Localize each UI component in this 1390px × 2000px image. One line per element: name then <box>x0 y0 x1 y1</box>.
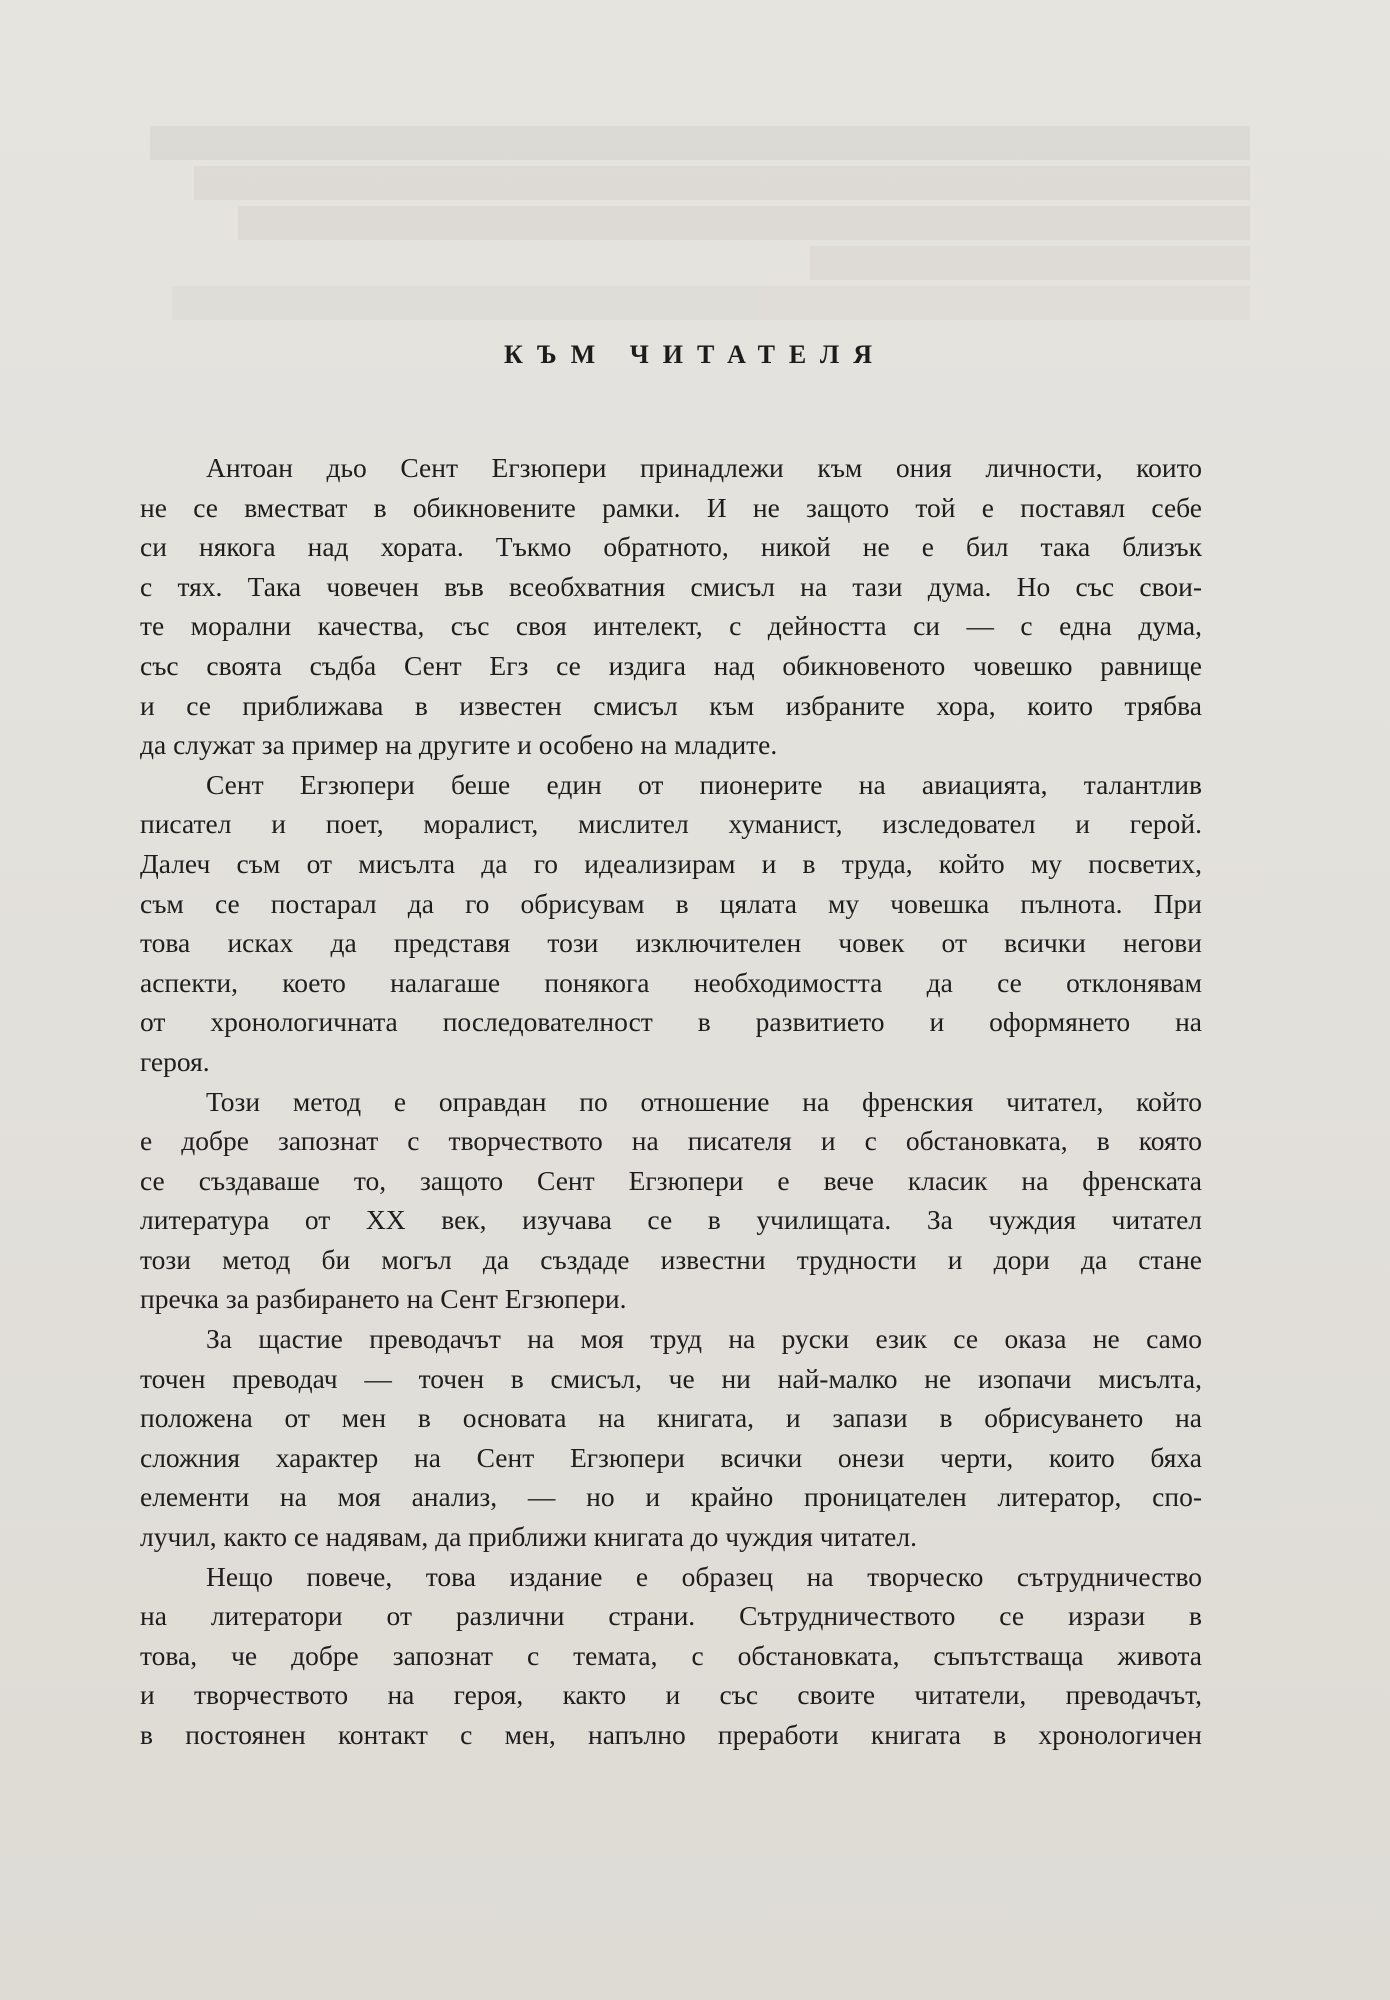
text-line: сложния характер на Сент Егзюпери всички онези черти, които бяха <box>140 1441 1202 1473</box>
text-line: с тях. Така човечен във всеобхватния смисъл на тази дума. Но със свои- <box>140 570 1202 602</box>
paragraph <box>140 1319 1202 1557</box>
text-line: е добре запознат с творчеството на писателя и с обстановката, в която <box>140 1125 1202 1157</box>
show-through-text <box>150 120 1250 326</box>
text-line: от хронологичната последователност в развитието и оформянето на <box>140 1006 1202 1038</box>
text-line: се създаваше то, защото Сент Егзюпери е вече класик на френската <box>140 1164 1202 1196</box>
text-line: със своята съдба Сент Егз се издига над обикновеното човешко равнище <box>140 649 1202 681</box>
text-line: аспекти, което налагаше понякога необходимостта да се отклонявам <box>140 966 1202 998</box>
text-line: на литератори от различни страни. Сътрудничеството се изрази в <box>140 1600 1202 1632</box>
page-title: КЪМ ЧИТАТЕЛЯ <box>503 340 887 369</box>
text-line: героя. <box>140 1045 210 1077</box>
text-line: пречка за разбирането на Сент Егзюпери. <box>140 1283 627 1315</box>
text-line: Антоан дьо Сент Егзюпери принадлежи към ония личности, които <box>206 452 1202 483</box>
text-line: и се приближава в известен смисъл към избраните хора, които трябва <box>140 689 1202 721</box>
text-line: Далеч съм от мисълта да го идеализирам и в труда, който му посветих, <box>140 847 1202 879</box>
text-line: в постоянен контакт с мен, напълно преработи книгата в хронологичен <box>140 1719 1202 1750</box>
text-line: литература от XX век, изучава се в училищата. За чуждия читател <box>140 1204 1202 1236</box>
text-line: и творчеството на героя, както и със своите читатели, преводачът, <box>140 1679 1202 1711</box>
text-line: лучил, както се надявам, да приближи книгата до чуждия читател. <box>140 1521 917 1553</box>
text-line: си някога над хората. Тъкмо обратното, никой не е бил така близък <box>140 531 1202 563</box>
paragraph <box>140 1557 1202 1755</box>
text-line: не се вместват в обикновените рамки. И не защото той е поставял себе <box>140 491 1202 523</box>
text-line: За щастие преводачът на моя труд на руски език се оказа не само <box>206 1323 1202 1355</box>
text-line: Сент Егзюпери беше един от пионерите на авиацията, талантлив <box>206 768 1202 800</box>
text-line: съм се постарал да го обрисувам в цялата му човешка пълнота. При <box>140 887 1202 919</box>
text-line: Нещо повече, това издание е образец на творческо сътрудничество <box>206 1560 1202 1592</box>
text-line: те морални качества, със своя интелект, с дейността си — с една дума, <box>140 610 1202 642</box>
text-line: елементи на моя анализ, — но и крайно проницателен литератор, спо- <box>140 1481 1202 1513</box>
text-line: това, че добре запознат с темата, с обстановката, съпътстваща живота <box>140 1639 1202 1671</box>
text-line: писател и поет, моралист, мислител хуманист, изследовател и герой. <box>140 808 1202 840</box>
paragraph <box>140 765 1202 1082</box>
text-line: това исках да представя този изключителен човек от всички негови <box>140 927 1202 959</box>
text-line: този метод би могъл да създаде известни трудности и дори да стане <box>140 1243 1202 1275</box>
text-line: точен преводач — точен в смисъл, че ни най-малко не изопачи мисълта, <box>140 1362 1202 1394</box>
text-line: положена от мен в основата на книгата, и запази в обрисуването на <box>140 1402 1202 1434</box>
body-text <box>140 448 1202 1755</box>
text-line: Този метод е оправдан по отношение на френския читател, който <box>206 1085 1202 1117</box>
paragraph <box>140 1082 1202 1320</box>
paragraph <box>140 448 1202 765</box>
text-line: да служат за пример на другите и особено на младите. <box>140 729 778 761</box>
